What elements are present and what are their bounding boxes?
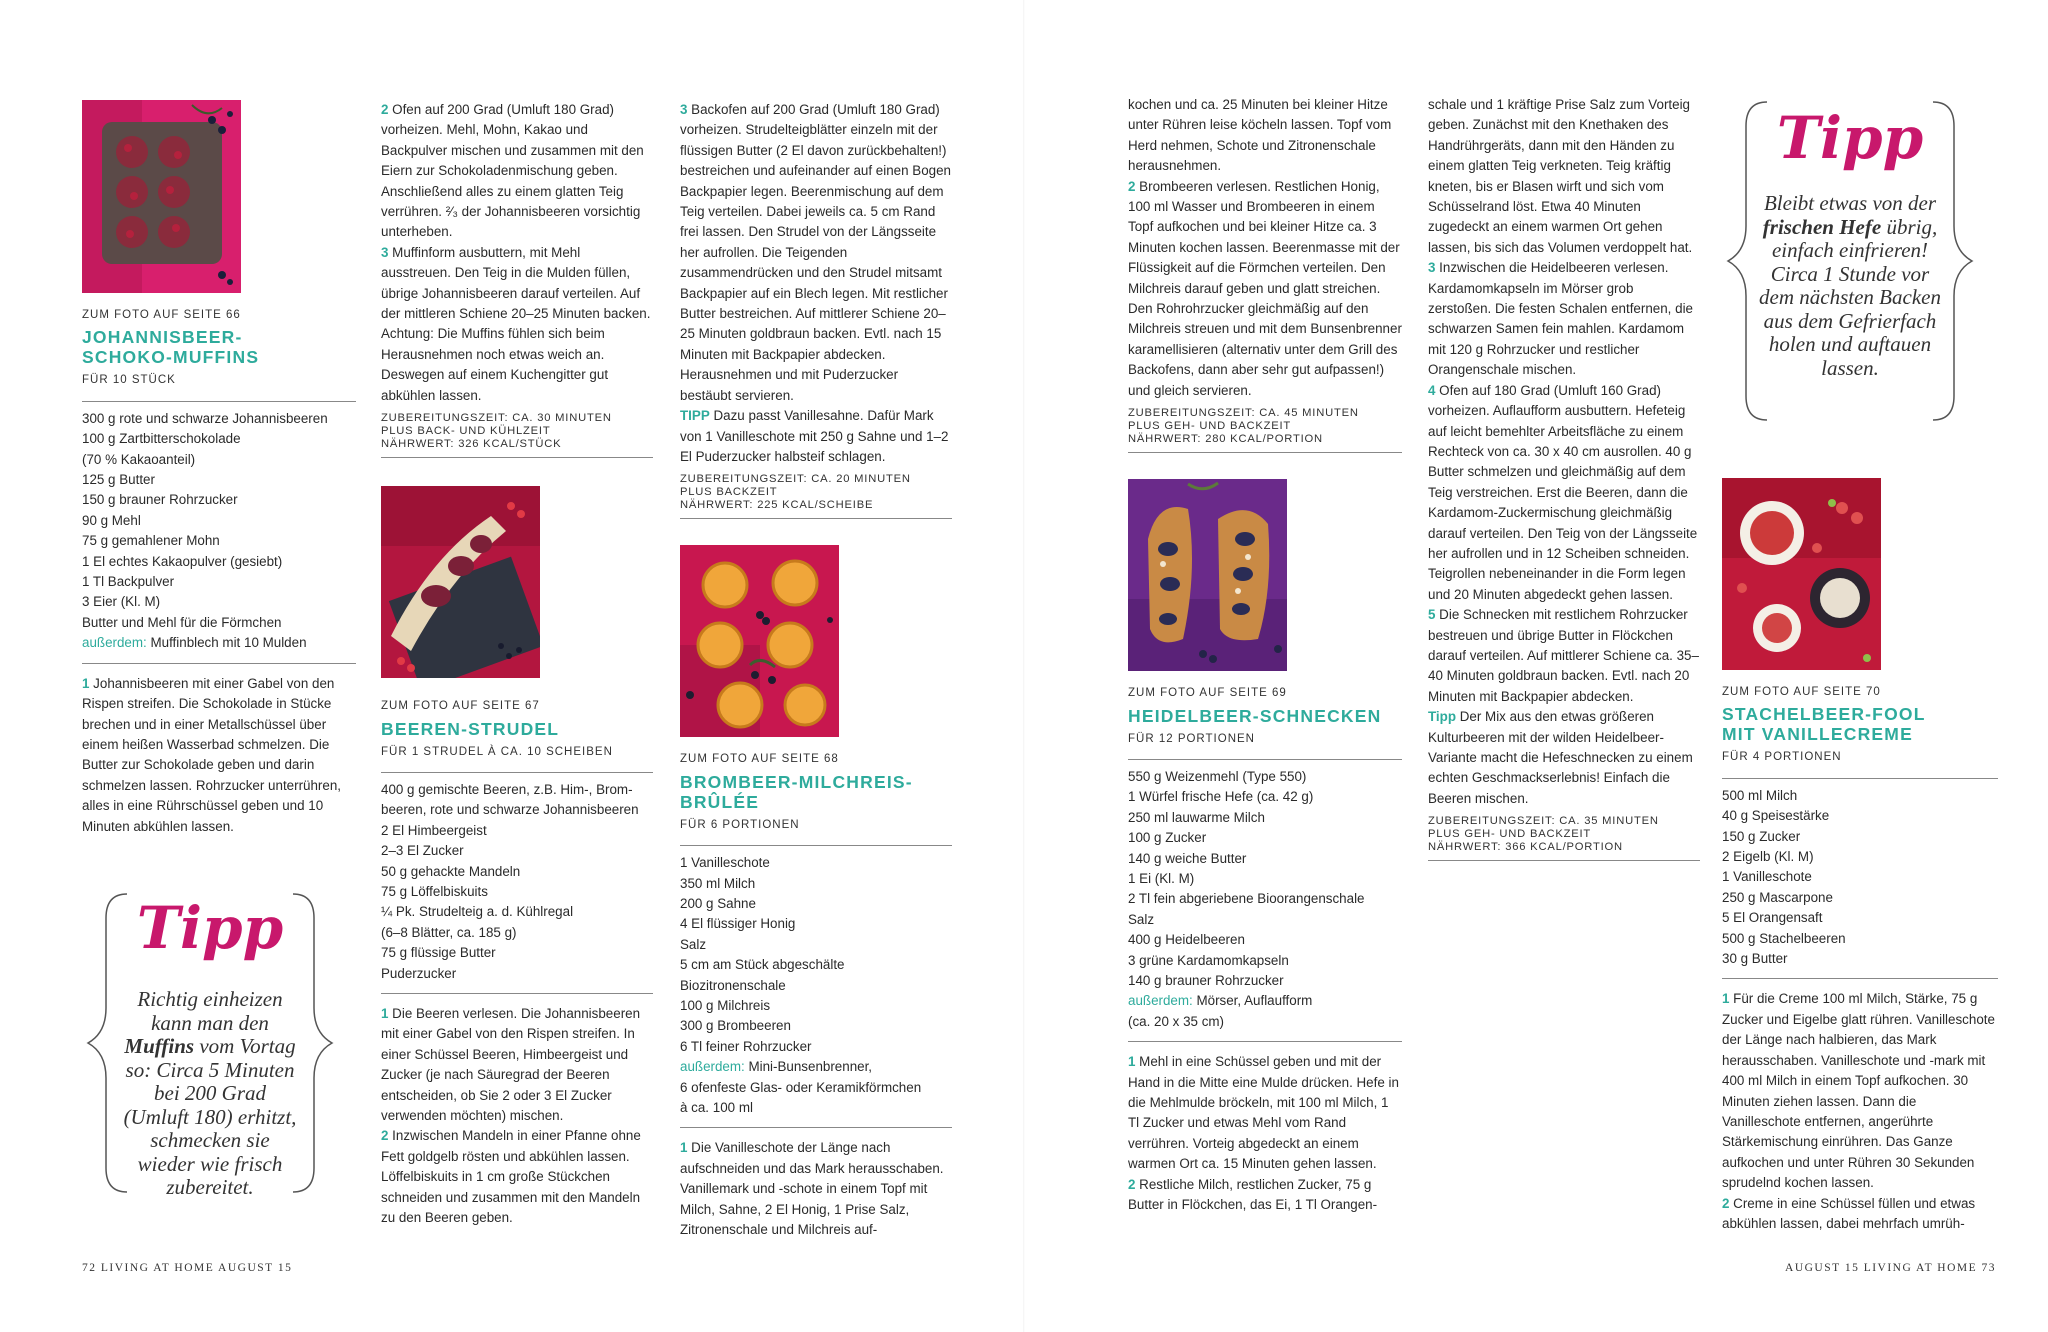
- strudel-step-2: [381, 1126, 653, 1228]
- tipp-text-part-2: vom Vortag so: Circa 5 Minuten bei 200 Grad (Umluft 180) erhitzt, schmecken sie wieder wie frisch zubereitet.: [123, 1034, 297, 1199]
- ingredient: 100 g Zucker: [1128, 830, 1207, 846]
- step-text: Restliche Milch, restlichen Zucker, 75 g Butter in Flöckchen, das Ei, 1 Tl Orangen-: [1128, 1176, 1378, 1213]
- ingredient: 2 Eigelb (Kl. M): [1722, 849, 1814, 865]
- brulee-title: BROMBEER-MILCHREIS-BRÛLÉE: [680, 771, 913, 812]
- ingredient: 1 Ei (Kl. M): [1128, 870, 1195, 886]
- extra-label: außerdem:: [1128, 993, 1193, 1009]
- nutrition-line: ZUBEREITUNGSZEIT: CA. 20 MINUTEN: [680, 473, 911, 486]
- schnecken-nutrition: [1428, 815, 1700, 861]
- fool-step-2: [1722, 1194, 1998, 1235]
- ingredient: 500 g Stachelbeeren: [1722, 930, 1846, 946]
- page-folio-right: AUGUST 15 LIVING AT HOME 73: [1785, 1262, 1996, 1274]
- step-text: Ofen auf 200 Grad (Umluft 180 Grad) vorheizen. Mehl, Mohn, Kakao und Backpulver mischen und zusammen mit den Eiern zur Schokoladenmischung geben. Anschließend alles zu einem glatten Teig verrühren. ²⁄₃ der Johannisbeeren vorsichtig unterheben.: [381, 102, 644, 240]
- schnecken-step-1: [1128, 1052, 1402, 1174]
- step-number: 2: [1128, 1176, 1136, 1192]
- ingredient: 300 g rote und schwarze Johannisbeeren: [82, 410, 328, 426]
- ingredient: 250 g Mascarpone: [1722, 889, 1833, 905]
- tipp-text-right: [1758, 192, 1942, 380]
- ingredient: 200 g Sahne: [680, 895, 756, 911]
- strudel-title: BEEREN-STRUDEL: [381, 718, 560, 739]
- nutrition-line: NÄHRWERT: 225 KCAL/SCHEIBE: [680, 499, 874, 512]
- step-text: Für die Creme 100 ml Milch, Stärke, 75 g Zucker und Eigelbe glatt rühren. Vanilleschote der Länge nach halbieren, das Mark herausschaben. Vanilleschote und -mark mit 400 ml Milch in einem Topf aufkochen. 30 Minuten ziehen lassen. Dann die Vanilleschote entfernen, angerührte Stärkemischung einrühren. Das Ganze aufkochen und unter Rühren 30 Sekunden sprudelnd kochen lassen.: [1722, 991, 1995, 1191]
- strudel-nutrition: [680, 473, 952, 519]
- ingredient-extra: [1128, 991, 1402, 1011]
- brulee-photo: [680, 545, 839, 737]
- step-number: 2: [381, 1128, 389, 1144]
- column-4: [1128, 95, 1402, 1215]
- page-gutter: [1023, 0, 1025, 1332]
- ingredient: 2 El Himbeergeist: [381, 822, 487, 838]
- brulee-nutrition: [1128, 407, 1402, 453]
- ingredient: (70 % Kakaoanteil): [82, 451, 196, 467]
- brulee-see-photo: ZUM FOTO AUF SEITE 68: [680, 753, 839, 766]
- muffins-see-photo: ZUM FOTO AUF SEITE 66: [82, 309, 241, 321]
- fool-title: [1722, 704, 1998, 744]
- tipp-label: TIPP: [680, 408, 710, 424]
- extra-text: Muffinblech mit 10 Mulden: [146, 635, 307, 651]
- step-text: Inzwischen Mandeln in einer Pfanne ohne Fett goldgelb rösten und abkühlen lassen. Löffelbiskuits in 1 cm große Stückchen schneiden und zusammen mit den Mandeln zu den Beeren geben.: [381, 1128, 641, 1226]
- ingredient: beeren, rote und schwarze Johannisbeeren: [381, 802, 639, 818]
- step-text: Mehl in eine Schüssel geben und mit der Hand in die Mitte eine Mulde drücken. Hefe in die Mehlmulde bröckeln, mit 100 ml Milch, 1 Tl Zucker und etwas Mehl vom Rand verrühren. Vorteig abgedeckt an einem warmen Ort ca. 15 Minuten gehen lassen.: [1128, 1054, 1399, 1172]
- step-number: 2: [1128, 178, 1136, 194]
- step-text: Die Beeren verlesen. Die Johannisbeeren mit einer Gabel von den Rispen streifen. In einer Schüssel Beeren, Himbeergeist und Zucker (je nach Säuregrad der Beeren entscheiden, ob Sie 2 oder 3 El Zucker verwenden möchten) mischen.: [381, 1005, 641, 1123]
- ingredient: Butter und Mehl für die Förmchen: [82, 614, 282, 630]
- step-number: 2: [381, 102, 389, 117]
- strudel-step-1: [381, 1004, 653, 1126]
- column-2: [381, 100, 653, 1228]
- strudel-ingredients: [381, 772, 653, 994]
- tipp-text: Dazu passt Vanillesahne. Dafür Mark von 1 Vanilleschote mit 250 g Sahne und 1–2 El Puderzucker halbsteif schlagen.: [680, 408, 949, 464]
- step-text: Ofen auf 180 Grad (Umluft 160 Grad) vorheizen. Auflaufform ausbuttern. Hefeteig auf leicht bemehlter Arbeitsfläche zu einem Rechteck von ca. 30 x 40 cm ausrollen. 40 g Butter schmelzen und gleichmäßig auf dem Teig verstreichen. Erst die Beeren, dann die Kardamom-Zuckermischung gleichmäßig darauf verteilen. Den Teig von der Längsseite her aufrollen und in 12 Scheiben schneiden. Teigrollen nebeneinander in die Form legen und 20 Minuten abgedeckt gehen lassen.: [1428, 382, 1698, 602]
- brulee-step-2: [1128, 177, 1402, 401]
- schnecken-photo: [1128, 479, 1287, 671]
- ingredient: 5 cm am Stück abgeschälte: [680, 957, 845, 973]
- column-1: [82, 100, 356, 837]
- ingredient: 150 g brauner Rohrzucker: [82, 492, 238, 508]
- ingredient: 100 g Milchreis: [680, 997, 771, 1013]
- ingredient-extra: [680, 1057, 952, 1077]
- fool-see-photo: ZUM FOTO AUF SEITE 70: [1722, 686, 1881, 698]
- ingredient: 500 ml Milch: [1722, 787, 1798, 803]
- ingredient: 100 g Zartbitterschokolade: [82, 431, 241, 447]
- tipp-text-part-1: Richtig einheizen kann man den: [137, 987, 283, 1035]
- ingredient: 75 g flüssige Butter: [381, 945, 496, 961]
- step-number: 4: [1428, 382, 1436, 398]
- fool-photo: [1722, 478, 1881, 670]
- ingredient: 5 El Orangensaft: [1722, 910, 1823, 926]
- ingredient: 400 g Heidelbeeren: [1128, 932, 1245, 948]
- ingredient: 1 Würfel frische Hefe (ca. 42 g): [1128, 789, 1314, 805]
- ingredient: 400 g gemischte Beeren, z.B. Him-, Brom-: [381, 781, 633, 797]
- nutrition-line: PLUS BACKZEIT: [680, 486, 778, 499]
- muffins-step-1: [82, 674, 356, 837]
- extra-label: außerdem:: [82, 635, 147, 651]
- brulee-ingredients: [680, 845, 952, 1128]
- ingredient: ¼ Pk. Strudelteig a. d. Kühlregal: [381, 904, 574, 920]
- schnecken-title: HEIDELBEER-SCHNECKEN: [1128, 705, 1382, 726]
- step-number: 1: [82, 675, 90, 691]
- brulee-servings: FÜR 6 PORTIONEN: [680, 818, 800, 831]
- step-number: 1: [680, 1140, 688, 1156]
- ingredient: Salz: [1128, 911, 1155, 927]
- tipp-box-left: [82, 888, 338, 1198]
- ingredient: 6 Tl feiner Rohrzucker: [680, 1038, 812, 1054]
- ingredient-extra: 6 ofenfeste Glas- oder Keramikförmchen: [680, 1079, 922, 1095]
- muffins-title-line-2: SCHOKO-MUFFINS: [82, 347, 260, 368]
- step-number: 2: [1722, 1195, 1730, 1211]
- tipp-text-part-2: übrig, einfach einfrieren! Circa 1 Stunde vor dem nächsten Backen aus dem Gefrierfach holen und auftauen lassen.: [1759, 214, 1941, 380]
- step-number: 3: [1428, 260, 1436, 276]
- ingredient: 140 g weiche Butter: [1128, 850, 1247, 866]
- fool-title-line-2: MIT VANILLECREME: [1722, 724, 1913, 745]
- ingredient: 300 g Brombeeren: [680, 1018, 791, 1034]
- ingredient: 75 g Löffelbiskuits: [381, 883, 488, 899]
- fool-servings: FÜR 4 PORTIONEN: [1722, 751, 1842, 764]
- step-number: 5: [1428, 607, 1436, 623]
- column-6: [1722, 478, 1998, 1234]
- ingredient: 350 ml Milch: [680, 875, 756, 891]
- tipp-box-right: [1722, 96, 1978, 426]
- brulee-step-1: [680, 1138, 952, 1240]
- muffins-ingredients: [82, 401, 356, 664]
- ingredient: 140 g brauner Rohrzucker: [1128, 972, 1284, 988]
- ingredient-extra: à ca. 100 ml: [680, 1100, 753, 1115]
- extra-text: Mini-Bunsenbrenner,: [744, 1059, 873, 1075]
- ingredient: 75 g gemahlener Mohn: [82, 533, 220, 549]
- ingredient: 2–3 El Zucker: [381, 843, 464, 859]
- extra-label: außerdem:: [680, 1059, 745, 1075]
- fool-ingredients: [1722, 778, 1998, 980]
- ingredient: Puderzucker: [381, 965, 457, 981]
- extra-text: Mörser, Auflaufform: [1192, 993, 1313, 1009]
- ingredient: 150 g Zucker: [1722, 828, 1801, 844]
- muffins-title: [82, 327, 356, 367]
- muffins-step-3: [381, 243, 653, 406]
- nutrition-line: ZUBEREITUNGSZEIT: CA. 35 MINUTEN: [1428, 815, 1659, 828]
- schnecken-ingredients: [1128, 759, 1402, 1042]
- strudel-see-photo: ZUM FOTO AUF SEITE 67: [381, 700, 540, 713]
- strudel-tipp: [680, 406, 952, 467]
- tipp-title-left: Tipp: [136, 894, 284, 962]
- ingredient: 550 g Weizenmehl (Type 550): [1128, 768, 1307, 784]
- schnecken-servings: FÜR 12 PORTIONEN: [1128, 732, 1255, 745]
- step-number: 3: [381, 244, 389, 260]
- nutrition-line: NÄHRWERT: 326 KCAL/STÜCK: [381, 438, 562, 451]
- page-folio-left: 72 LIVING AT HOME AUGUST 15: [82, 1262, 293, 1274]
- step-text: Backofen auf 200 Grad (Umluft 180 Grad) vorheizen. Strudelteigblätter einzeln mit der flüssigen Butter (2 El davon zurückbehalten!) bestreichen und aufeinander auf einen Bogen Backpapier legen. Beerenmischung auf dem Teig verteilen. Dabei jeweils ca. 5 cm Rand frei lassen. Den Strudel von der Längsseite her aufrollen. Die Teigenden zusammendrücken und den Strudel mitsamt Backpapier auf ein Blech legen. Mit restlicher Butter bestreichen. Auf mittlerer Schiene 20–25 Minuten goldbraun backen. Evtl. nach 15 Minuten mit Backpapier abdecken. Herausnehmen und mit Puderzucker bestäubt servieren.: [680, 102, 952, 403]
- column-5: [1428, 95, 1700, 871]
- ingredient: Salz: [680, 936, 707, 952]
- nutrition-line: NÄHRWERT: 366 KCAL/PORTION: [1428, 841, 1623, 854]
- ingredient: 30 g Butter: [1722, 951, 1788, 967]
- step-text: Brombeeren verlesen. Restlichen Honig, 100 ml Wasser und Brombeeren in einem Topf aufkochen und bei kleiner Hitze ca. 3 Minuten kochen lassen. Beerenmasse mit der Flüssigkeit auf die Förmchen verteilen. Den Milchreis darauf geben und glatt streichen. Den Rohrohrzucker gleichmäßig auf den Milchreis streuen und mit dem Bunsenbrenner karamellisieren (alternativ unter dem Grill des Backofens, dann aber sehr gut aufpassen!) und gleich servieren.: [1128, 178, 1402, 398]
- tipp-text-bold: Muffins: [124, 1034, 195, 1058]
- ingredient: 1 Tl Backpulver: [82, 574, 175, 590]
- fool-step-1: [1722, 989, 1998, 1193]
- ingredient: 40 g Speisestärke: [1722, 808, 1830, 824]
- nutrition-line: PLUS GEH- UND BACKZEIT: [1128, 420, 1292, 433]
- ingredient-extra: (ca. 20 x 35 cm): [1128, 1013, 1224, 1029]
- ingredient: 1 Vanilleschote: [1722, 869, 1812, 885]
- tipp-text-part-1: Bleibt etwas von der: [1763, 191, 1937, 215]
- muffins-servings: FÜR 10 STÜCK: [82, 374, 176, 387]
- nutrition-line: PLUS GEH- UND BACKZEIT: [1428, 828, 1592, 841]
- muffins-nutrition: [381, 412, 653, 458]
- tipp-text-bold: frischen Hefe: [1762, 214, 1882, 239]
- schnecken-step-2: [1128, 1175, 1402, 1216]
- tipp-text-left: [120, 988, 300, 1200]
- schnecken-step-5: [1428, 605, 1700, 707]
- fool-title-line-1: STACHELBEER-FOOL: [1722, 704, 1926, 725]
- step-text: Die Schnecken mit restlichem Rohrzucker bestreuen und übrige Butter in Flöckchen darauf verteilen. Auf mittlerer Schiene ca. 35–40 Minuten goldbraun backen. Evtl. nach 20 Minuten mit Backpapier abdecken.: [1428, 607, 1699, 704]
- schnecken-step-4: [1428, 381, 1700, 605]
- strudel-step-3: [680, 100, 952, 406]
- strudel-servings: FÜR 1 STRUDEL À CA. 10 SCHEIBEN: [381, 745, 613, 758]
- ingredient: 3 Eier (Kl. M): [82, 594, 161, 610]
- brulee-step-1-cont: kochen und ca. 25 Minuten bei kleiner Hitze unter Rühren leise köcheln lassen. Topf vom Herd nehmen, Schote und Zitronenschale herausnehmen.: [1128, 97, 1392, 174]
- nutrition-line: PLUS BACK- UND KÜHLZEIT: [381, 425, 551, 438]
- strudel-photo: [381, 486, 540, 678]
- ingredient: 250 ml lauwarme Milch: [1128, 809, 1265, 825]
- nutrition-line: ZUBEREITUNGSZEIT: CA. 30 MINUTEN: [381, 412, 612, 425]
- ingredient: 125 g Butter: [82, 472, 155, 488]
- schnecken-step-2-cont: schale und 1 kräftige Prise Salz zum Vorteig geben. Zunächst mit den Knethaken des Handrührgeräts, dann mit den Händen zu einem glatten Teig verkneten. Teig kräftig kneten, bis er Blasen wirft und sich vom Schüsselrand löst. Etwa 40 Minuten zugedeckt an einem warmen Ort gehen lassen, bis sich das Volumen verdoppelt hat.: [1428, 97, 1693, 255]
- schnecken-see-photo: ZUM FOTO AUF SEITE 69: [1128, 687, 1287, 700]
- nutrition-line: ZUBEREITUNGSZEIT: CA. 45 MINUTEN: [1128, 407, 1359, 420]
- tipp-label: Tipp: [1428, 709, 1457, 725]
- step-number: 3: [680, 102, 688, 117]
- tipp-title-right: Tipp: [1776, 104, 1924, 172]
- schnecken-step-3: [1428, 258, 1700, 380]
- ingredient: 2 Tl fein abgeriebene Bioorangenschale: [1128, 891, 1365, 907]
- step-text: Johannisbeeren mit einer Gabel von den Rispen streifen. Die Schokolade in Stücke brechen und in einer Metallschüssel über einem heißen Wasserbad schmelzen. Die Butter zur Schokolade geben und darin schmelzen lassen. Rohrzucker unterrühren, alles in eine Rührschüssel geben und 10 Minuten abkühlen lassen.: [82, 675, 342, 834]
- step-text: Inzwischen die Heidelbeeren verlesen. Kardamomkapseln im Mörser grob zerstoßen. Die festen Schalen entfernen, die schwarzen Samen fein mahlen. Kardamom mit 120 g Rohrzucker und restlicher Orangenschale mischen.: [1428, 260, 1693, 378]
- ingredient: (6–8 Blätter, ca. 185 g): [381, 924, 517, 940]
- step-text: Muffinform ausbuttern, mit Mehl ausstreuen. Den Teig in die Mulden füllen, übrige Johannisbeeren darauf verteilen. Auf der mittleren Schiene 20–25 Minuten backen. Achtung: Die Muffins fühlen sich beim Herausnehmen noch etwas weich an. Deswegen auf einem Kuchengitter gut abkühlen lassen.: [381, 244, 651, 403]
- schnecken-tipp: [1428, 707, 1700, 809]
- ingredient-extra: [82, 633, 356, 653]
- ingredient: 1 El echtes Kakaopulver (gesiebt): [82, 553, 283, 569]
- column-3: [680, 100, 952, 1240]
- step-number: 1: [381, 1005, 389, 1021]
- ingredient: 4 El flüssiger Honig: [680, 916, 796, 932]
- tipp-text: Der Mix aus den etwas größeren Kulturbeeren mit der wilden Heidelbeer-Variante macht die Hefeschnecken zu einem echten Geschmackserlebnis! Einfach die Beeren mischen.: [1428, 709, 1693, 806]
- muffins-title-line-1: JOHANNISBEER-: [82, 327, 243, 348]
- ingredient: 3 grüne Kardamomkapseln: [1128, 952, 1289, 968]
- step-text: Die Vanilleschote der Länge nach aufschneiden und das Mark herausschaben. Vanillemark und -schote in einem Topf mit Milch, Sahne, 2 El Honig, 1 Prise Salz, Zitronenschale und Milchreis auf-: [680, 1140, 944, 1238]
- ingredient: Biozitronenschale: [680, 977, 786, 993]
- ingredient: 50 g gehackte Mandeln: [381, 863, 521, 879]
- muffins-step-2: [381, 100, 653, 243]
- muffins-photo: [82, 100, 241, 293]
- step-number: 1: [1128, 1054, 1136, 1070]
- step-text: Creme in eine Schüssel füllen und etwas abkühlen lassen, dabei mehrfach umrüh-: [1722, 1195, 1976, 1231]
- nutrition-line: NÄHRWERT: 280 KCAL/PORTION: [1128, 433, 1323, 446]
- ingredient: 90 g Mehl: [82, 512, 141, 528]
- ingredient: 1 Vanilleschote: [680, 855, 770, 871]
- step-number: 1: [1722, 991, 1730, 1007]
